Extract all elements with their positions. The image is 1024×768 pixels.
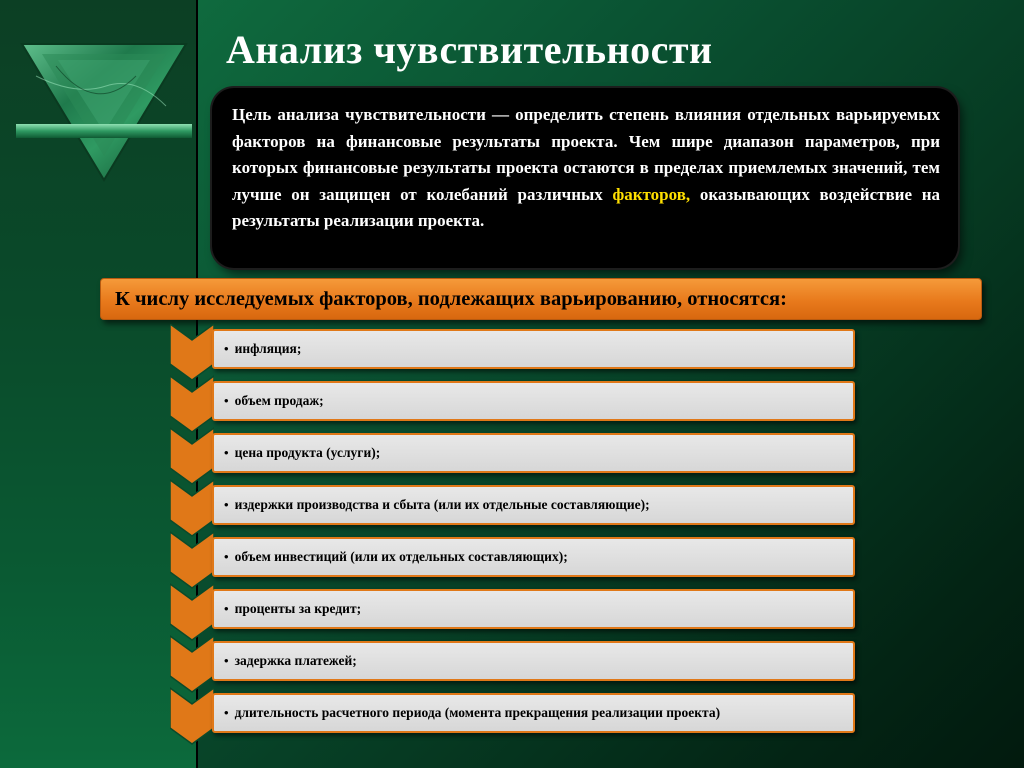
factor-label: объем инвестиций (или их отдельных составляющих); [234,549,568,564]
chevron-down-icon [170,324,214,380]
factor-item [212,381,855,421]
factor-item [212,433,855,473]
definition-box [212,88,958,268]
bullet-icon: • [224,393,229,408]
factor-label: инфляция; [234,341,302,356]
chevron-down-icon [170,584,214,640]
definition-highlight: факторов, [612,184,691,204]
bullet-icon: • [224,445,229,460]
bullet-icon: • [224,653,229,668]
definition-text-end: оказывающих воздействие на результаты реализации проекта. [232,184,941,230]
factor-item [212,485,855,525]
factors-heading: К числу исследуемых факторов, подлежащих варьированию, относятся: [100,278,982,320]
factor-item [212,329,855,369]
factor-item [212,589,855,629]
factor-item [212,537,855,577]
definition-text-start: Цель анализа чувствительности — определить степень влияния отдельных варьируемых факторов на финансовые результаты проекта. Чем шире диапазон параметров, при которых финансовые результаты проекта остаются в пределах приемлемых значений, тем лучше он защищен от колебаний различных [232,105,940,204]
factor-label: задержка платежей; [234,653,357,668]
bullet-icon: • [224,497,229,512]
factor-item [212,693,855,733]
chevron-down-icon [170,688,214,744]
bullet-icon: • [224,705,229,720]
chevron-down-icon [170,532,214,588]
chevron-down-icon [170,428,214,484]
slide-title: Анализ чувствительности [226,27,713,72]
green-marble-triangle-icon [16,36,192,184]
factor-label: длительность расчетного периода (момента прекращения реализации проекта) [234,705,721,720]
chevron-down-icon [170,636,214,692]
factor-item [212,641,855,681]
chevron-down-icon [170,480,214,536]
factor-label: проценты за кредит; [234,601,362,616]
factor-label: издержки производства и сбыта (или их отдельные составляющие); [234,497,650,512]
chevron-column [170,324,214,756]
bullet-icon: • [224,341,229,356]
chevron-down-icon [170,376,214,432]
bullet-icon: • [224,549,229,564]
bullet-icon: • [224,601,229,616]
factor-label: объем продаж; [234,393,324,408]
factor-label: цена продукта (услуги); [234,445,381,460]
